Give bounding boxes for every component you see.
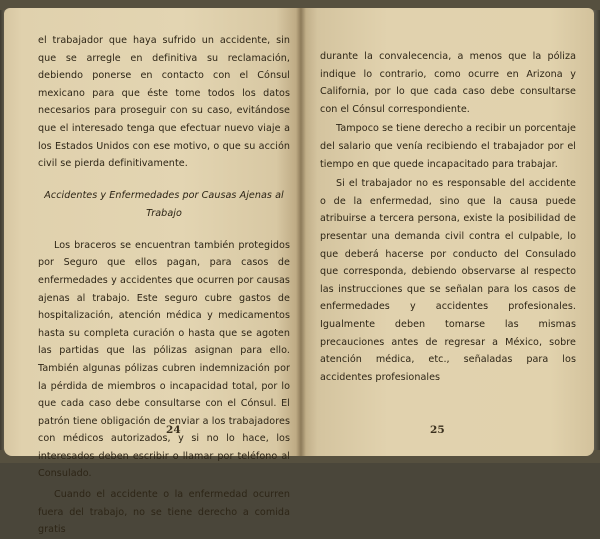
right-paragraph-2: Tampoco se tiene derecho a recibir un porcentaje del salario que venía recibiendo el trabajador por el tiempo en que quede incapacitado para trabajar.: [320, 123, 576, 170]
left-paragraph-2: Los braceros se encuentran también protegidos por Seguro que ellos pagan, para casos de enfermedades y accidentes que ocurren por causas ajenas al trabajo. Este seguro cubre gastos de hospitalización, atención médica y medicamentos hasta su completa curación o hasta que se agoten las partidas que las pólizas asignan para ello. También algunas pólizas cubren indemnización por la pérdida de miembros o incapacidad total, por lo que cada caso debe consultarse con el Cónsul. El patrón tiene obligación de enviar a los trabajadores con médicos autorizados, y si no lo hace, los interesados deben escribir o llamar por teléfono al Consulado.: [38, 239, 290, 480]
right-paragraph-3: Si el trabajador no es responsable del accidente o de la enfermedad, sino que la causa puede atribuirse a tercera persona, existe la posibilidad de presentar una demanda civil contra el culpable, lo que deberá hacerse por conducto del Consulado que corresponda, debiendo observarse al respecto las instrucciones que se señalan para los casos de enfermedades y accidentes profesionales. Igualmente deben tomarse las mismas precauciones antes de regresar a México, sobre atención médica, etc., señaladas para los accidentes profesionales: [320, 178, 576, 383]
page-number-right: 25: [430, 424, 445, 437]
page-number-left: 24: [166, 424, 181, 437]
right-paragraph-1: durante la convalecencia, a menos que la póliza indique lo contrario, como ocurre en Arizona y California, por lo que cada caso debe consultarse con el Cónsul correspondiente.: [320, 51, 576, 115]
right-page: [300, 8, 594, 456]
left-paragraph-3: Cuando el accidente o la enfermedad ocurren fuera del trabajo, no se tiene derecho a comida gratis: [38, 489, 290, 536]
left-paragraph-1: el trabajador que haya sufrido un accidente, sin que se arregle en definitiva su reclamación, debiendo ponerse en contacto con el Cónsul mexicano para que éste tome todos los datos necesarios para proseguir con su caso, evitándose que el interesado tenga que efectuar nuevo viaje a los Estados Unidos con ese motivo, o que su acción civil se pierda definitivamente.: [38, 35, 290, 170]
section-heading: Accidentes y Enfermedades por Causas Ajenas al Trabajo: [44, 189, 284, 219]
left-page: [4, 8, 300, 536]
book-gutter: [296, 8, 306, 456]
